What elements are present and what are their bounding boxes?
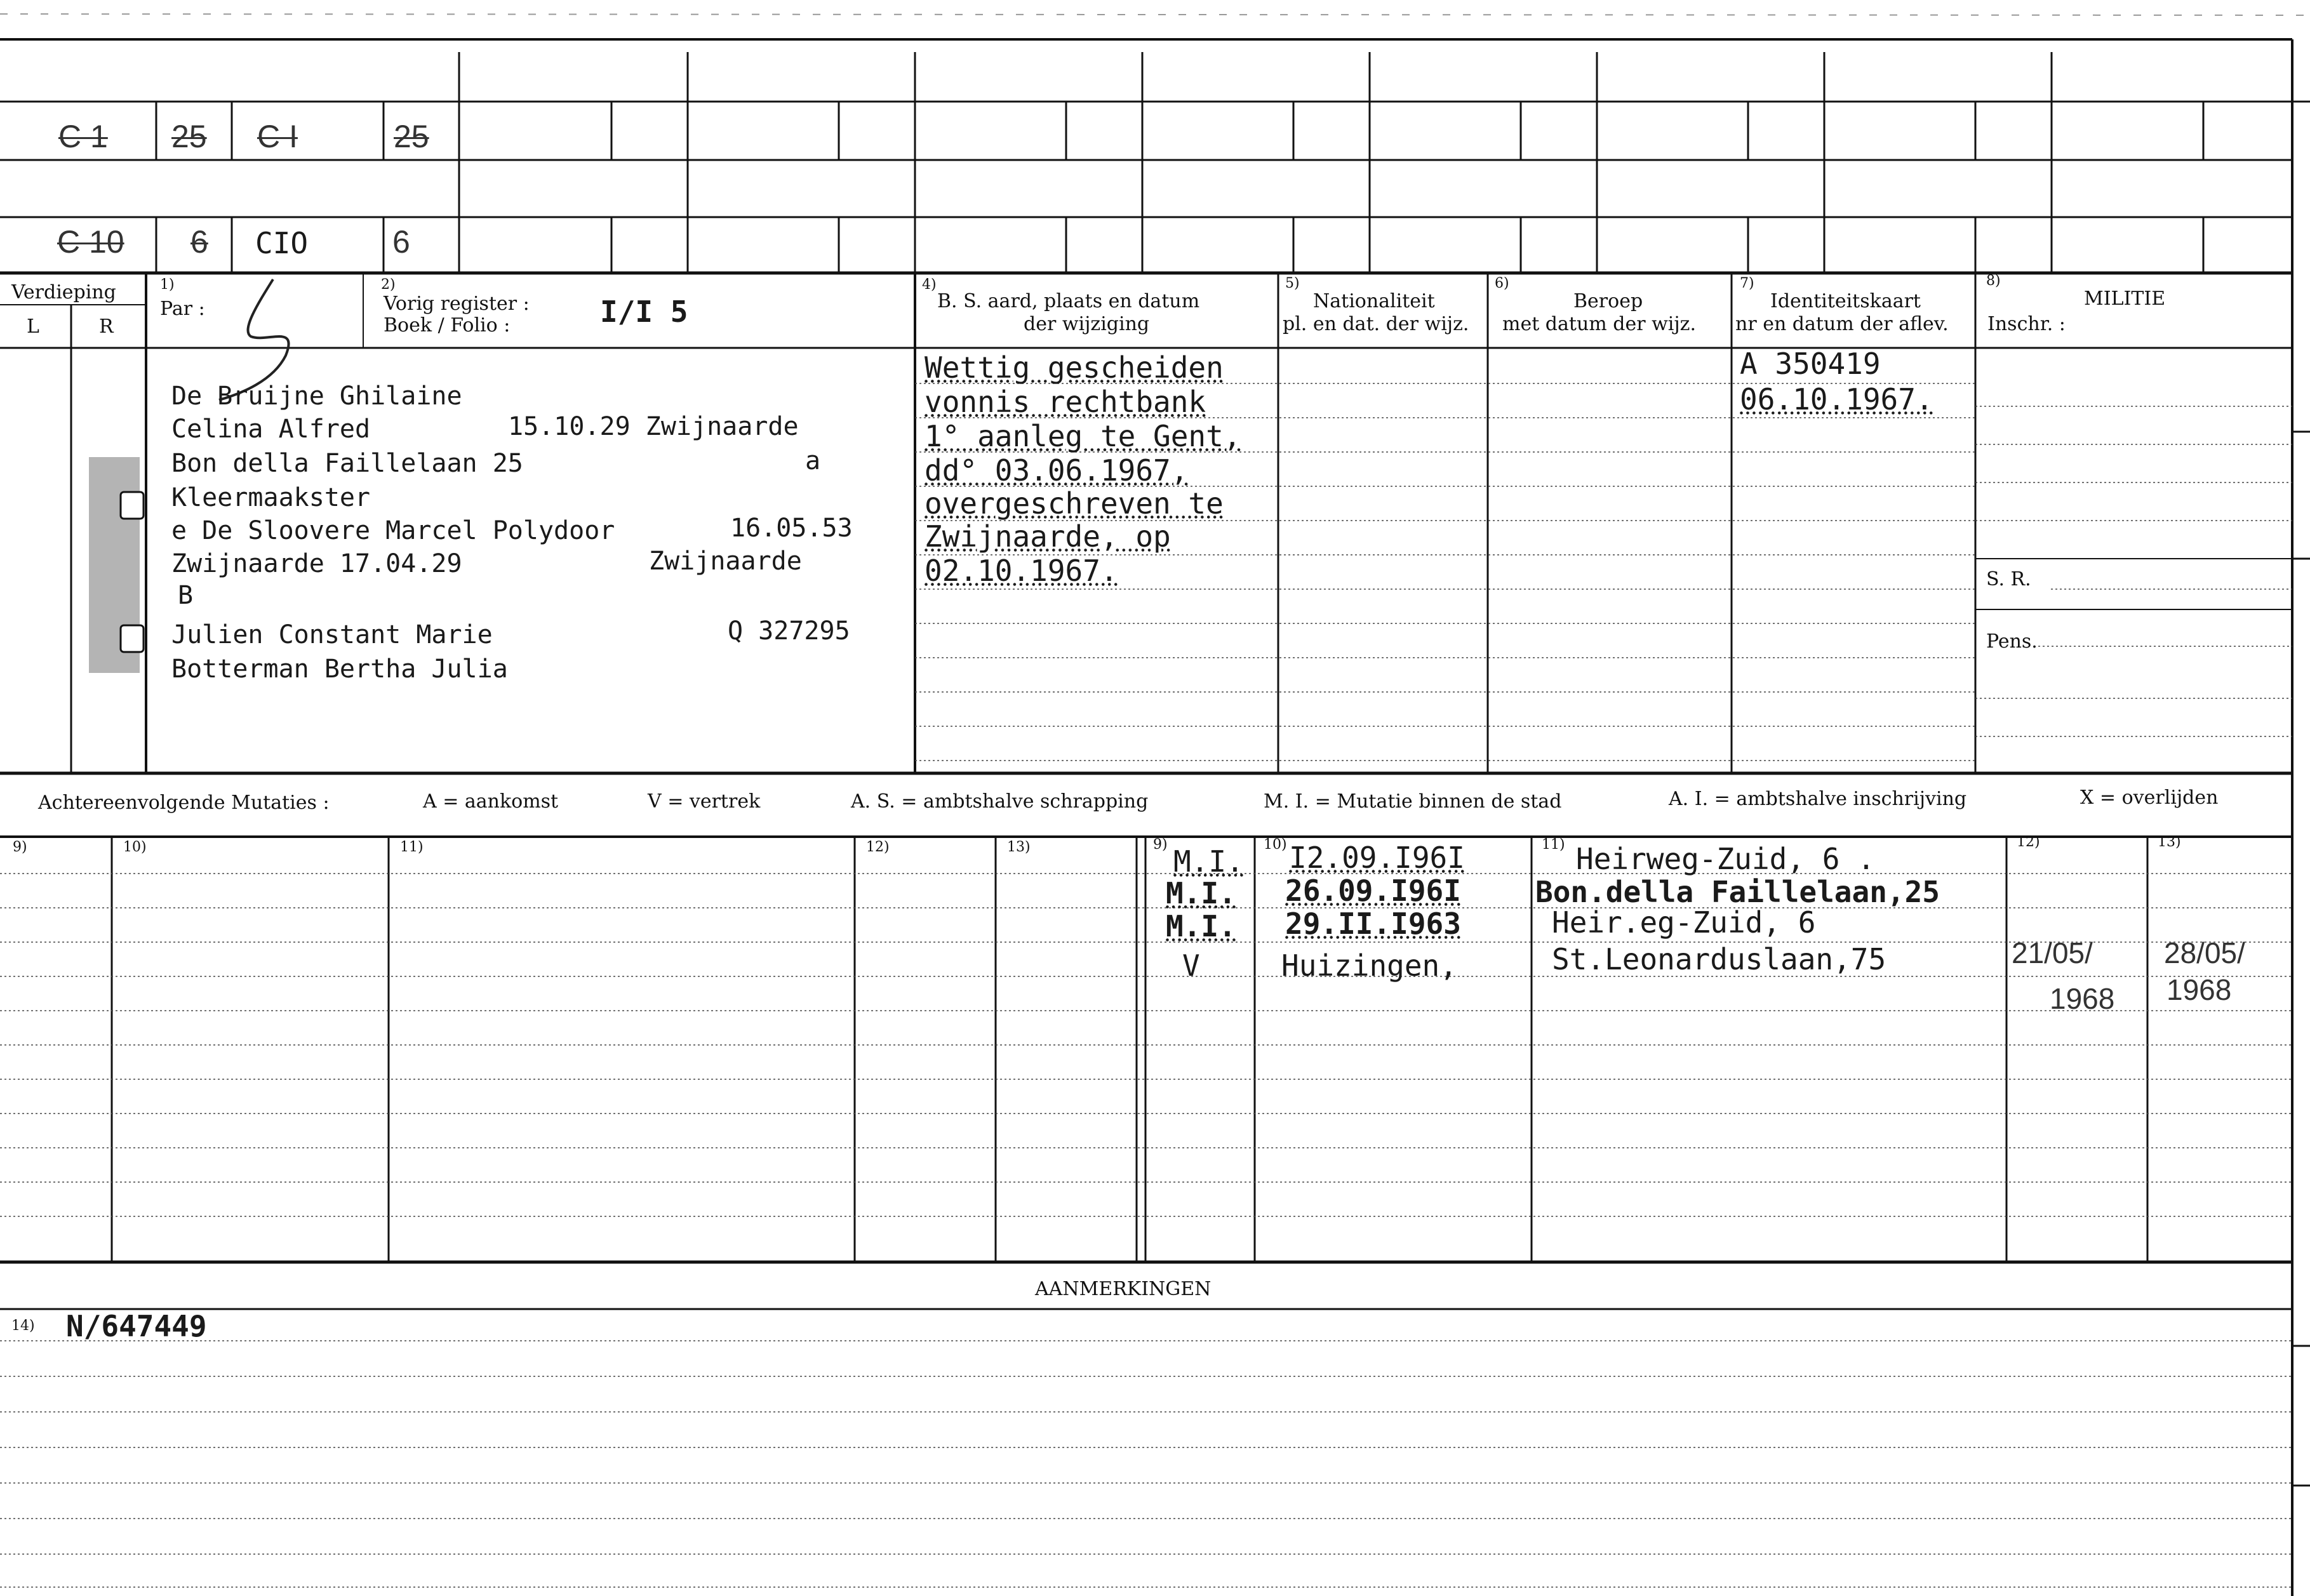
mutation-4-date-12-line1: 21/05/ <box>2012 936 2093 969</box>
mutation-4-date-12-line2: 1968 <box>2050 982 2115 1015</box>
col-2-number: 2) <box>381 277 396 293</box>
mut-left-col-10: 10) <box>123 839 147 855</box>
identity-card-number: A 350419 <box>1740 347 1881 381</box>
beroep-header-line1: Beroep <box>1573 290 1643 312</box>
boek-folio-label: Boek / Folio : <box>384 314 511 336</box>
person-occupation: Kleermaakster <box>171 483 371 512</box>
remarks-number: 14) <box>11 1318 35 1334</box>
floor-l-label: L <box>27 316 39 338</box>
mutation-4-date-13-line1: 28/05/ <box>2164 936 2245 969</box>
col-6-number: 6) <box>1495 276 1509 291</box>
top-grid-r2-a: C 10 <box>57 224 124 260</box>
bs-header-line2: der wijziging <box>1024 313 1150 335</box>
mutation-1-date: I2.09.I96I <box>1289 841 1465 875</box>
beroep-header-line2: met datum der wijz. <box>1502 313 1696 335</box>
remarks-value: N/647449 <box>66 1309 207 1343</box>
mutation-4-address: St.Leonarduslaan,75 <box>1552 942 1886 976</box>
top-grid-r2-d: 6 <box>392 224 410 260</box>
col-4-number: 4) <box>922 277 937 293</box>
mut-right-col-11: 11) <box>1542 837 1565 853</box>
register-value: I/I 5 <box>600 295 688 329</box>
pens-label: Pens. <box>1986 630 2038 653</box>
mut-left-col-12: 12) <box>866 839 890 855</box>
top-grid-r2-c: CIO <box>255 226 309 260</box>
identiteitskaart-header-line2: nr en datum der aflev. <box>1735 313 1949 335</box>
par-label: Par : <box>160 298 205 320</box>
sr-label: S. R. <box>1986 568 2031 590</box>
mutation-4-date-13-line2: 1968 <box>2166 973 2232 1006</box>
mut-left-col-11: 11) <box>400 839 424 855</box>
person-spouse-birth: Zwijnaarde 17.04.29 <box>171 549 462 578</box>
civil-change-line-7: 02.10.1967. <box>925 554 1118 588</box>
vorig-register-label: Vorig register : <box>384 293 530 315</box>
person-code: B <box>178 581 194 610</box>
civil-change-line-1: Wettig gescheiden <box>925 350 1224 385</box>
mutation-4-place: Huizingen, <box>1281 948 1457 983</box>
person-spouse-place: Zwijnaarde <box>649 547 802 576</box>
floor-r-label: R <box>99 316 114 338</box>
mutation-1-type: M.I. <box>1173 844 1244 879</box>
inschr-label: Inschr. : <box>1987 313 2066 335</box>
legend-mutatie-stad: M. I. = Mutatie binnen de stad <box>1264 790 1562 813</box>
legend-vertrek: V = vertrek <box>648 790 761 813</box>
civil-change-line-4: dd° 03.06.1967, <box>925 453 1189 488</box>
militie-header: MILITIE <box>2084 288 2166 310</box>
top-grid-r1-d: 25 <box>394 119 429 154</box>
civil-change-line-5: overgeschreven te <box>925 486 1224 521</box>
person-father: Julien Constant Marie <box>171 620 493 649</box>
civil-change-line-3: 1° aanleg te Gent, <box>925 419 1241 453</box>
col-5-number: 5) <box>1285 276 1300 291</box>
mutation-1-address: Heirweg-Zuid, 6 . <box>1576 842 1875 876</box>
person-name: De Bruijne Ghilaine <box>171 382 462 411</box>
top-grid-r2-b: 6 <box>190 224 208 260</box>
mutation-2-date: 26.09.I96I <box>1285 874 1461 908</box>
mutation-2-type: M.I. <box>1166 876 1236 910</box>
mutation-2-address: Bon.della Faillelaan,25 <box>1535 875 1940 909</box>
person-birth: 15.10.29 Zwijnaarde <box>508 412 799 441</box>
mutations-legend-title: Achtereenvolgende Mutaties : <box>38 792 330 814</box>
legend-ambtshalve-schrapping: A. S. = ambtshalve schrapping <box>851 790 1149 813</box>
mut-right-col-12: 12) <box>2017 834 2040 850</box>
mut-left-col-9: 9) <box>13 839 27 855</box>
mut-right-col-13: 13) <box>2158 834 2181 850</box>
identity-card-date: 06.10.1967. <box>1740 382 1933 416</box>
legend-overlijden: X = overlijden <box>2080 787 2219 809</box>
person-first-names: Celina Alfred <box>171 415 371 444</box>
person-address-mark: a <box>805 446 821 475</box>
legend-aankomst: A = aankomst <box>423 790 559 813</box>
verdieping-label: Verdieping <box>11 281 116 303</box>
top-grid-r1-a: C 1 <box>58 119 108 154</box>
mutation-4-type: V <box>1182 948 1200 983</box>
nationaliteit-header-line1: Nationaliteit <box>1313 290 1435 312</box>
person-reference: Q 327295 <box>728 616 850 646</box>
mut-right-col-10: 10) <box>1264 837 1287 853</box>
civil-change-line-2: vonnis rechtbank <box>925 385 1206 419</box>
mutation-3-address: Heir.eg-Zuid, 6 <box>1552 905 1816 940</box>
mutation-3-date: 29.II.I963 <box>1285 907 1461 941</box>
person-mother: Botterman Bertha Julia <box>171 655 508 684</box>
person-spouse: e De Sloovere Marcel Polydoor <box>171 516 615 545</box>
mut-left-col-13: 13) <box>1007 839 1031 855</box>
civil-change-line-6: Zwijnaarde, op <box>925 519 1171 554</box>
legend-ambtshalve-inschrijving: A. I. = ambtshalve inschrijving <box>1669 788 1967 810</box>
person-address: Bon della Faillelaan 25 <box>171 449 523 478</box>
nationaliteit-header-line2: pl. en dat. der wijz. <box>1283 313 1469 335</box>
person-spouse-date: 16.05.53 <box>730 514 853 543</box>
col-1-number: 1) <box>160 277 175 293</box>
top-grid-r1-b: 25 <box>171 119 207 154</box>
remarks-title: AANMERKINGEN <box>1035 1278 1212 1300</box>
col-8-number: 8) <box>1986 273 2001 289</box>
mutation-3-type: M.I. <box>1166 909 1236 943</box>
bs-header-line1: B. S. aard, plaats en datum <box>937 290 1200 312</box>
col-7-number: 7) <box>1740 276 1754 291</box>
top-grid-r1-c: C I <box>257 119 298 154</box>
identiteitskaart-header-line1: Identiteitskaart <box>1770 290 1921 312</box>
mut-right-col-9: 9) <box>1153 837 1168 853</box>
